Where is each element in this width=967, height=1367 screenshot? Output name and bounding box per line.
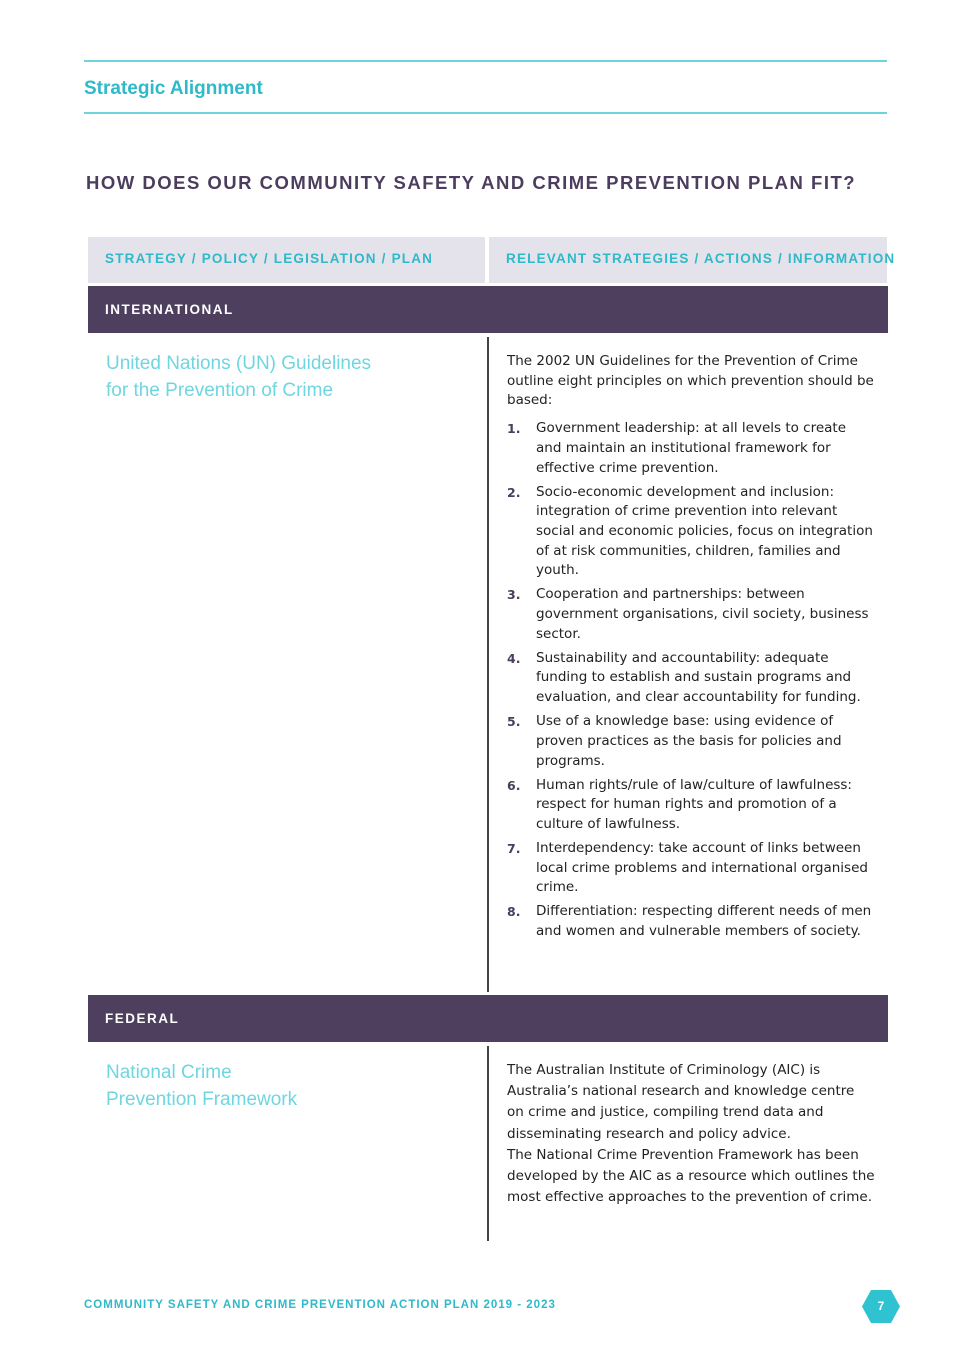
section-divider [84, 112, 887, 114]
un-guidelines-content [507, 352, 875, 946]
principle-text: Use of a knowledge base: using evidence of proven practices as the basis for policies and programs. [536, 713, 842, 769]
principle-item [507, 776, 875, 835]
un-guidelines-title [106, 350, 446, 404]
principle-text: Cooperation and partnerships: between government organisations, civil society, business sector. [536, 586, 869, 642]
principle-item [507, 649, 875, 708]
national-framework-content [507, 1060, 875, 1208]
principle-number: 1. [507, 421, 521, 437]
principle-number: 7. [507, 840, 521, 856]
principle-number: 8. [507, 904, 521, 920]
principle-number: 6. [507, 777, 521, 793]
column-divider-international [487, 337, 489, 992]
principle-text: Differentiation: respecting different needs of men and women and vulnerable members of society. [536, 903, 872, 940]
un-guidelines-title-line1: United Nations (UN) Guidelines [106, 353, 372, 374]
principle-item [507, 839, 875, 898]
page-heading: HOW DOES OUR COMMUNITY SAFETY AND CRIME PREVENTION PLAN FIT? [86, 172, 857, 193]
footer-plan-title: COMMUNITY SAFETY AND CRIME PREVENTION ACTION PLAN 2019 - 2023 [84, 1299, 556, 1311]
principle-item [507, 419, 875, 478]
national-framework-title-line1: National Crime [106, 1062, 232, 1083]
un-guidelines-title-line2: for the Prevention of Crime [106, 380, 334, 401]
section-title: Strategic Alignment [84, 78, 263, 99]
principle-text: Sustainability and accountability: adequate funding to establish and sustain programs and evaluation, and clear accountability for funding. [536, 649, 861, 706]
band-international-label: INTERNATIONAL [105, 302, 234, 317]
aic-description: The Australian Institute of Criminology (AIC) is Australia’s national research and knowledge centre on crime and justice, compiling trend data and disseminating research and policy advice. [507, 1062, 855, 1142]
principle-number: 5. [507, 714, 521, 730]
column-divider-federal [487, 1046, 489, 1241]
un-guidelines-intro: The 2002 UN Guidelines for the Prevention of Crime outline eight principles on which prevention should be based: [507, 353, 874, 409]
principle-item [507, 585, 875, 644]
principle-text: Socio-economic development and inclusion: integration of crime prevention into relevant social and economic policies, focus on integration of at risk communities, children, families and youth. [536, 483, 873, 579]
principle-number: 3. [507, 587, 521, 603]
principle-item [507, 712, 875, 771]
column-header-strategy [88, 237, 485, 283]
principle-text: Human rights/rule of law/culture of lawfulness: respect for human rights and promotion of a culture of lawfulness. [536, 776, 852, 832]
principle-text: Interdependency: take account of links between local crime problems and international organised crime. [536, 839, 868, 896]
band-federal [88, 995, 888, 1042]
page-number: 7 [877, 1299, 885, 1313]
column-header-actions [489, 237, 896, 283]
principle-item [507, 483, 875, 582]
band-international [88, 286, 888, 333]
band-federal-label: FEDERAL [105, 1011, 180, 1026]
principle-number: 2. [507, 484, 521, 500]
framework-description: The National Crime Prevention Framework has been developed by the AIC as a resource which outlines the most effective approaches to the prevention of crime. [507, 1146, 875, 1206]
national-framework-title [106, 1059, 446, 1113]
principle-item [507, 902, 875, 941]
top-divider [84, 60, 887, 62]
principles-list [507, 419, 875, 942]
column-header-actions-label: RELEVANT STRATEGIES / ACTIONS / INFORMATION [506, 251, 896, 266]
national-framework-title-line2: Prevention Framework [106, 1089, 298, 1110]
principle-text: Government leadership: at all levels to create and maintain an institutional framework for effective crime prevention. [536, 420, 847, 476]
column-header-strategy-label: STRATEGY / POLICY / LEGISLATION / PLAN [105, 251, 434, 266]
principle-number: 4. [507, 650, 521, 666]
